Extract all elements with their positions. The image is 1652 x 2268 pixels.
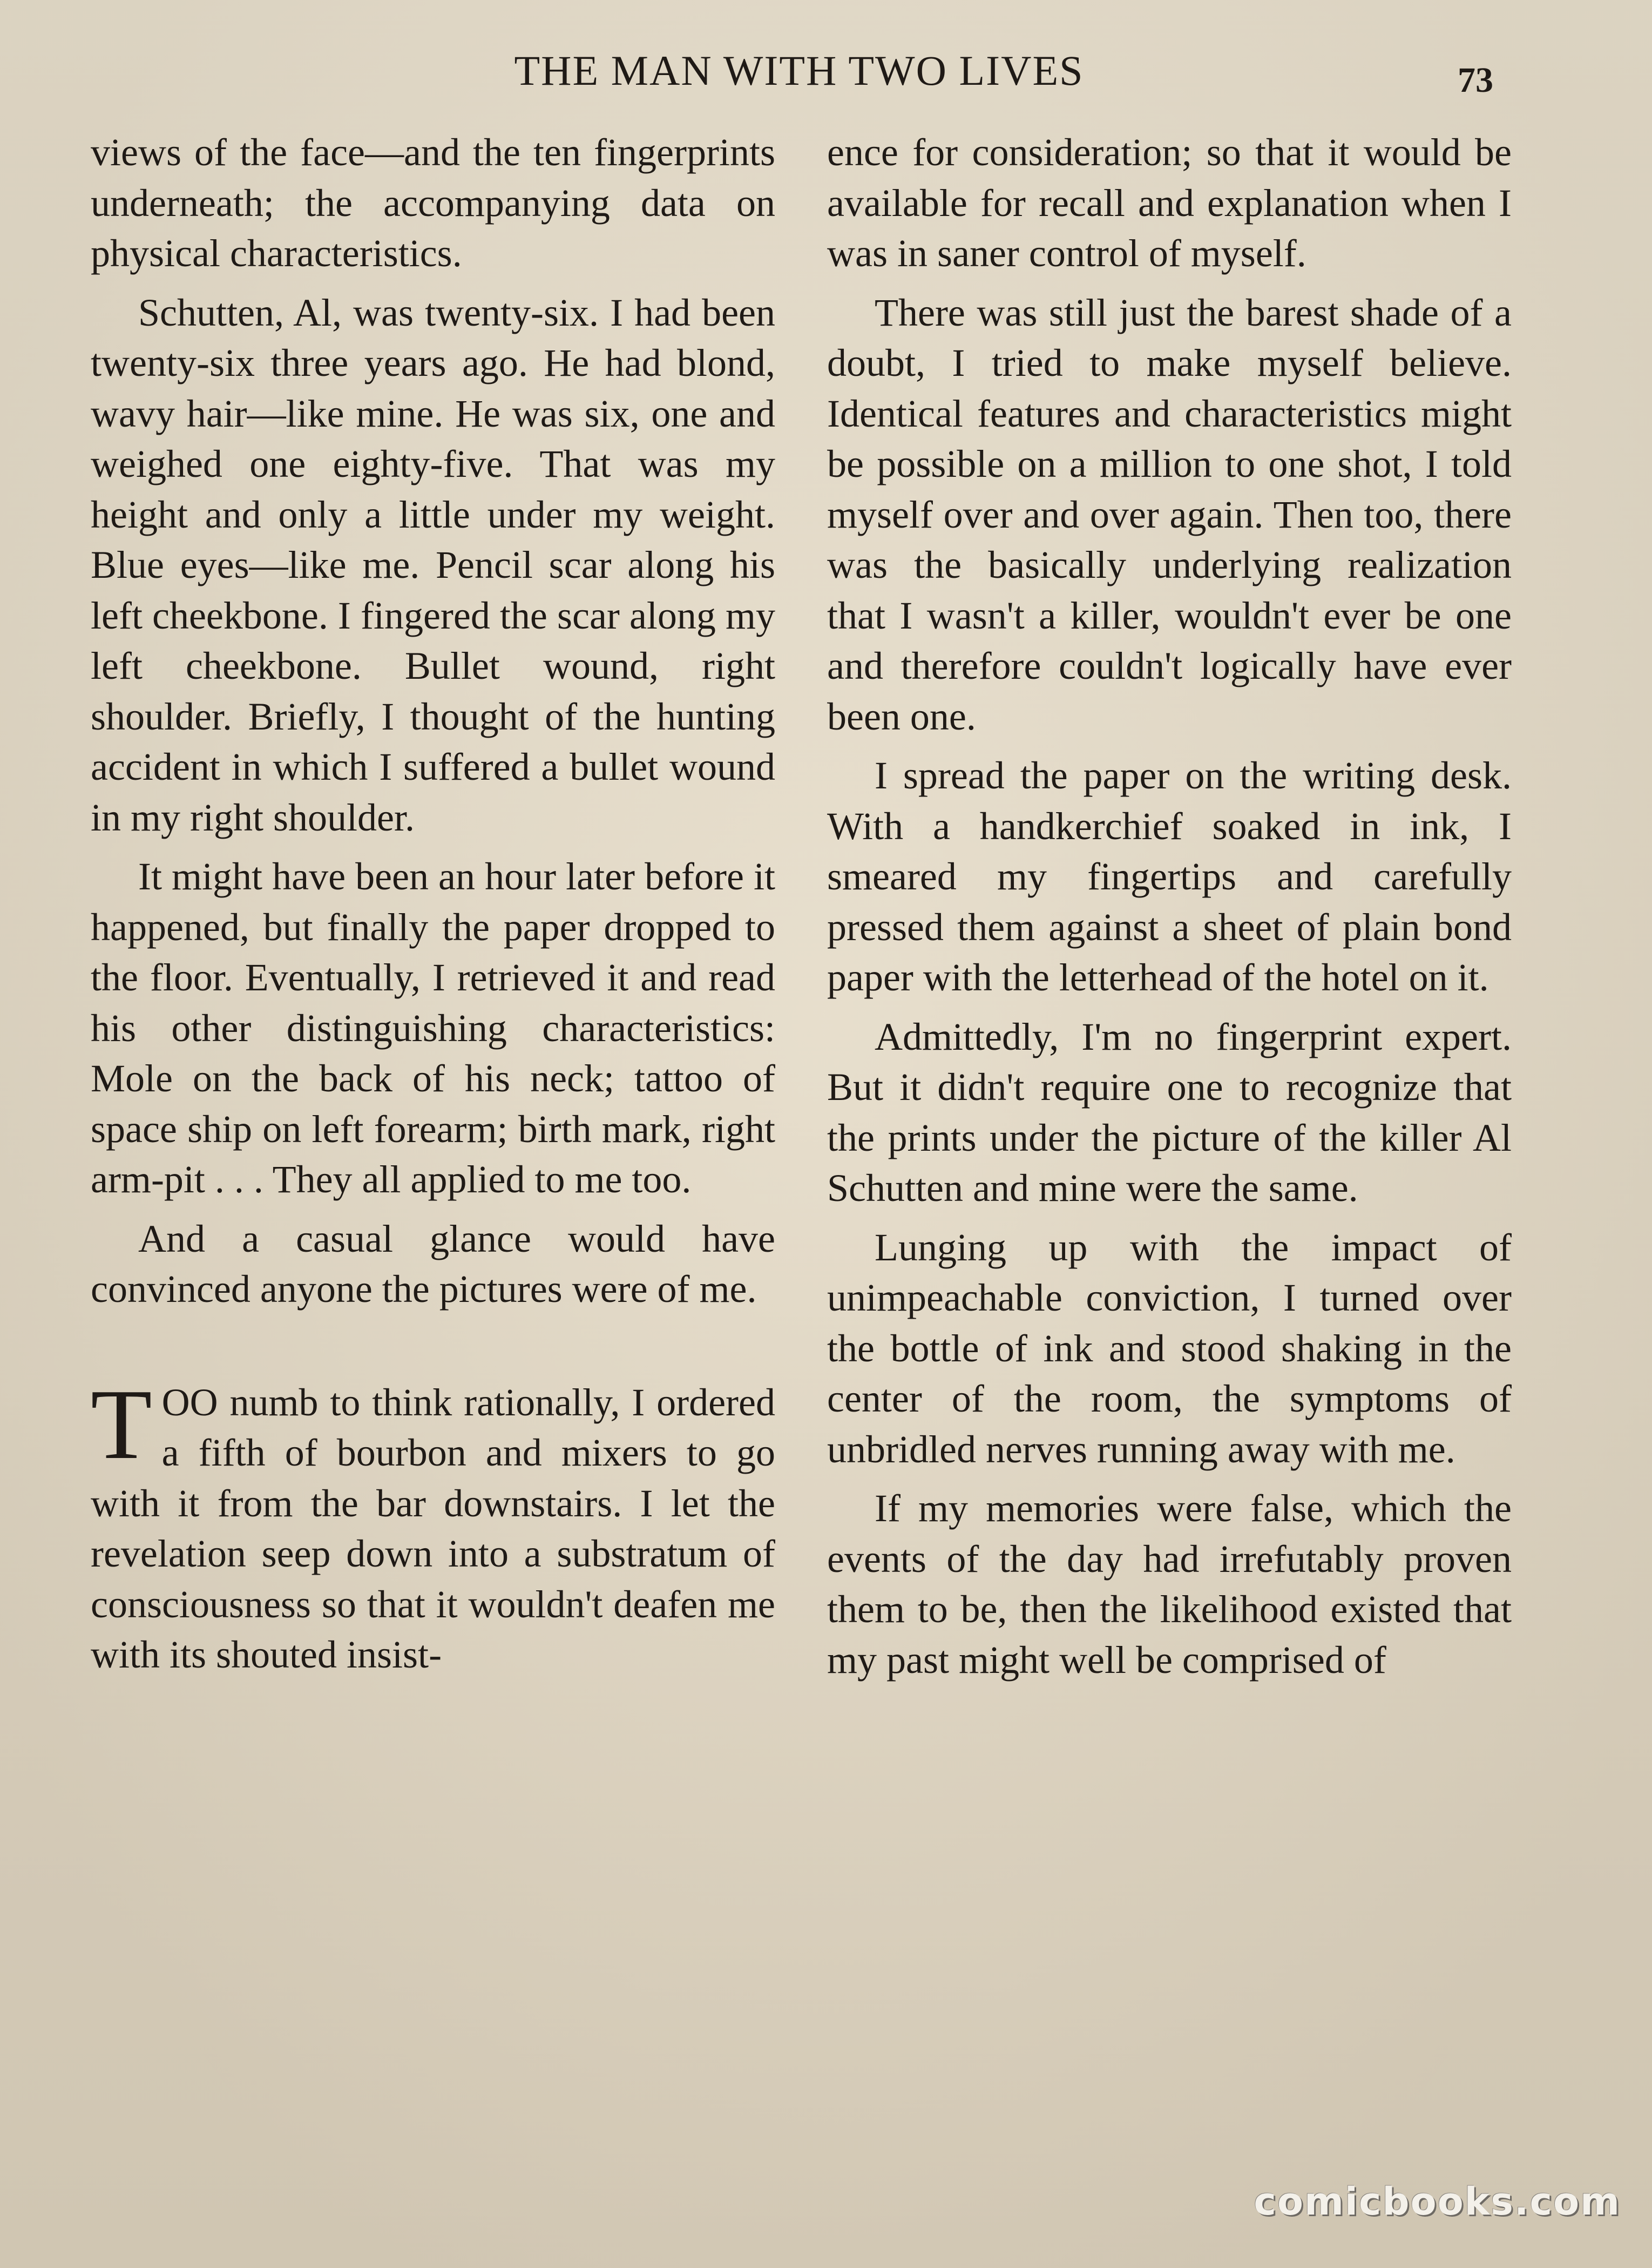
page-number: 73: [1458, 60, 1493, 100]
paragraph: Schutten, Al, was twenty-six. I had been twenty-six three years ago. He had blond, wavy hair—like mine. He was six, one and weighed one eighty-five. That was my height and only a little under my weight. Blue eyes—like me. Pencil scar along his left cheekbone. I fingered the scar along my left cheekbone. Bullet wound, right shoulder. Briefly, I thought of the hunting accident in which I suffered a bullet wound in my right shoulder.: [91, 291, 775, 839]
paragraph: It might have been an hour later before it happened, but finally the paper dropped to the floor. Eventually, I retrieved it and read his other distinguishing characteristics: Mole on the back of his neck; tattoo of space ship on left forearm; birth mark, right arm-pit . . . They all applied to me too.: [91, 855, 775, 1201]
paragraph: ence for consideration; so that it would be available for recall and explanation when I was in saner control of myself.: [827, 131, 1512, 275]
paragraph: And a casual glance would have convinced anyone the pictures were of me.: [91, 1217, 775, 1311]
drop-cap: T: [91, 1368, 152, 1480]
paragraph: There was still just the barest shade of a doubt, I tried to make myself believe. Identical features and characteristics might be possible on a million to one shot, I told myself over and over again. Then too, there was the basically underlying realization that I wasn't a killer, wouldn't ever be one and therefore couldn't logically have ever been one.: [827, 291, 1512, 738]
section-opening-paragraph: [91, 1368, 775, 1680]
paragraph: If my memories were false, which the events of the day had irrefutably proven them to be, then the likelihood existed that my past might well be comprised of: [827, 1487, 1512, 1682]
section-opening-text: OO numb to think rationally, I ordered a fifth of bourbon and mixers to go with it from the bar downstairs. I let the revelation seep down into a substratum of consciousness so that it wouldn't deafen me with its shouted insist-: [91, 1380, 775, 1676]
paragraph: views of the face—and the ten fingerprints underneath; the accompanying data on physical characteristics.: [91, 131, 775, 275]
section-break: [91, 1324, 775, 1378]
paragraph: I spread the paper on the writing desk. With a handkerchief soaked in ink, I smeared my fingertips and carefully pressed them against a sheet of plain bond paper with the letterhead of the hotel on it.: [827, 754, 1512, 999]
site-watermark: comicbooks.com: [1254, 2179, 1621, 2224]
left-column: [91, 127, 775, 1689]
paragraph: Admittedly, I'm no fingerprint expert. But it didn't require one to recognize that the prints under the picture of the killer Al Schutten and mine were the same.: [827, 1015, 1512, 1210]
running-title: THE MAN WITH TWO LIVES: [514, 47, 1084, 94]
paragraph: Lunging up with the impact of unimpeachable conviction, I turned over the bottle of ink and stood shaking in the center of the room, the symptoms of unbridled nerves running away with me.: [827, 1225, 1512, 1471]
right-column: [827, 127, 1512, 1694]
